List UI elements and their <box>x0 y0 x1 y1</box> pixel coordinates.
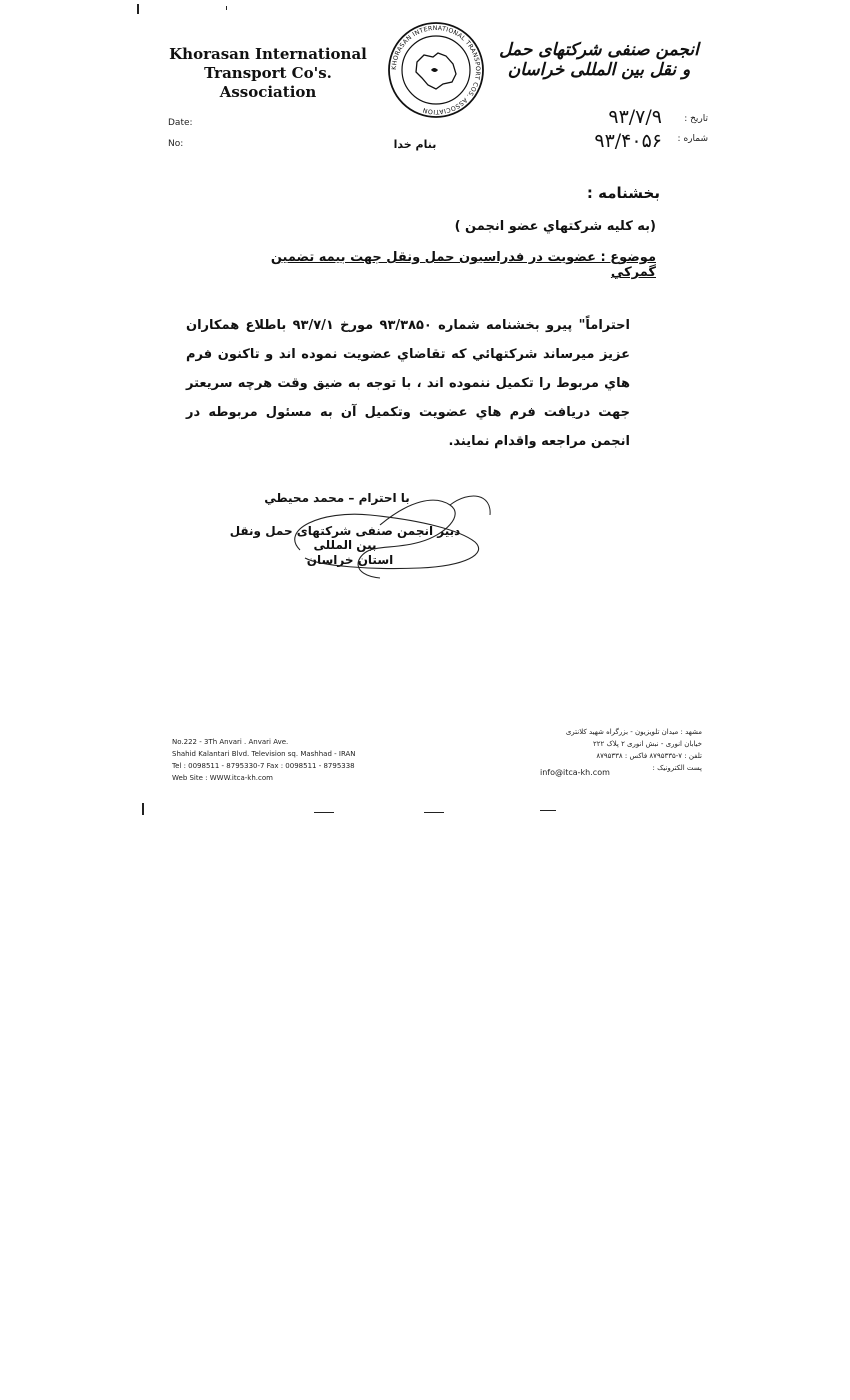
org-name-en-line1: Khorasan International <box>169 45 367 63</box>
date-label-en: Date: <box>168 118 193 128</box>
footer-en-line4: Web Site : WWW.itca-kh.com <box>172 774 273 782</box>
footer-fa-line3: تلفن : ۷-۸۷۹۵۳۳۵ فاکس : ۸۷۹۵۳۳۸ <box>596 752 702 760</box>
date-label-fa: تاریخ : <box>684 114 708 124</box>
scan-mark <box>540 810 556 811</box>
no-label-en: No: <box>168 139 184 149</box>
footer-en-line2: Shahid Kalantari Blvd. Television sq. Mashhad - IRAN <box>172 750 356 758</box>
scan-mark <box>142 803 144 815</box>
number-label-fa: شماره : <box>677 134 708 144</box>
subject-text: موضوع : عضويت در فدراسيون حمل ونقل جهت بيمه تضمين گمركي <box>270 250 656 280</box>
footer-fa-line4: پست الکترونیک : <box>652 764 702 772</box>
seal-text: KHORASAN INTERNATIONAL TRANSPORT COS. ASSOCIATION <box>390 24 482 116</box>
org-name-en <box>164 45 372 102</box>
letter-type: بخشنامه : <box>586 184 660 202</box>
footer-fa-line1: مشهد : میدان تلویزیون - بزرگراه شهید کلانتری <box>565 728 702 736</box>
association-logo <box>386 20 486 120</box>
scan-mark <box>424 812 444 813</box>
signature-drawing <box>260 480 510 590</box>
scan-mark <box>137 4 139 14</box>
invocation: بنام خدا <box>393 138 437 151</box>
number-value: ۹۳/۴۰۵۶ <box>594 130 662 152</box>
scan-mark <box>314 812 334 813</box>
footer-en-line3: Tel : 0098511 - 8795330-7 Fax : 0098511 - 8795338 <box>172 762 355 770</box>
scan-mark <box>226 6 227 10</box>
footer-address-en <box>172 736 412 784</box>
letter-body: احتراماً" پيرو بخشنامه شماره ۹۳/۳۸۵۰ مورخ ۹۳/۷/۱ باطلاع همكاران عزيز ميرساند شركتهائي كه تقاضاي عضويت نموده اند و تاكنون فرم هاي مربوط را تكميل ننموده اند ، با توجه به ضيق وقت هرچه سريعتر جهت دريافت فرم هاي عضويت وتكميل آن به مسئول مربوطه در انجمن مراجعه واقدام نمايند. <box>186 318 630 449</box>
closing-regards: با احترام – محمد محيطي <box>264 491 410 505</box>
footer-fa-line2: خیابان انوری - نبش انوری ۲ پلاک ۲۲۲ <box>592 740 702 748</box>
closing-title: دبیر انجمن صنفی شرکتهای حمل ونقل بین المللی <box>229 524 461 552</box>
recipients: (به کلیه شرکتهاي عضو انجمن ) <box>454 219 656 234</box>
footer-email: info@itca-kh.com <box>540 768 610 777</box>
org-name-en-line2: Transport Co's. Association <box>204 64 332 101</box>
date-value: ۹۳/۷/۹ <box>608 106 662 128</box>
subject <box>250 250 656 280</box>
closing-province: استان خراسان <box>306 553 394 567</box>
org-name-fa: انجمن صنفی شرکتهای حمل و نقل بین المللی خراسان <box>499 40 699 80</box>
footer-en-line1: No.222 - 3Th Anvari . Anvari Ave. <box>172 738 289 746</box>
